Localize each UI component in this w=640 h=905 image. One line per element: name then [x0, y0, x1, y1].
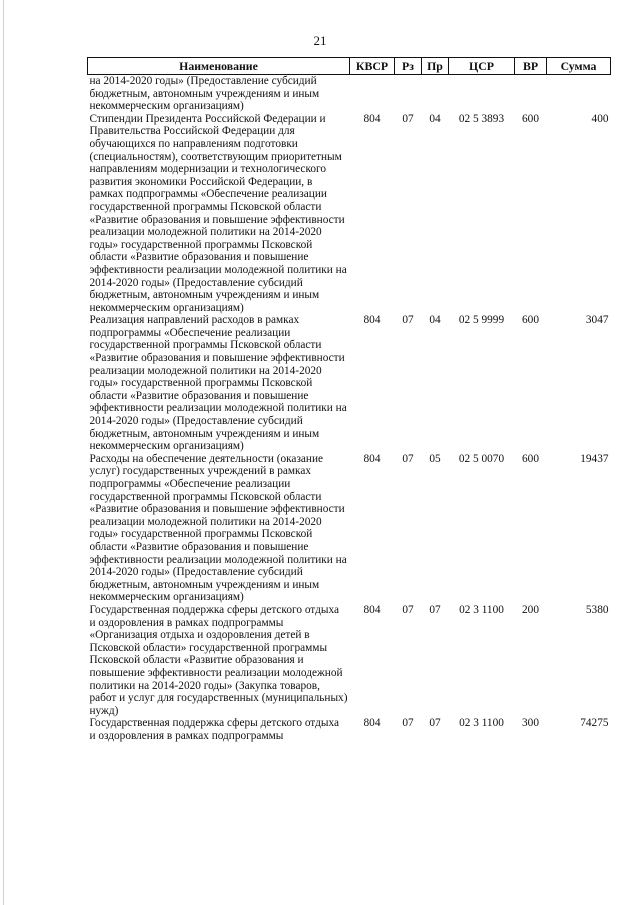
row-kvsr: 804	[363, 452, 381, 465]
row-pr: 07	[429, 603, 441, 616]
header-csr: ЦСР	[449, 58, 515, 75]
row-vr: 300	[522, 717, 539, 730]
row-csr: 02 3 1100	[459, 717, 504, 730]
table-header	[88, 58, 611, 75]
table-row	[88, 717, 611, 742]
header-sum: Сумма	[547, 58, 611, 75]
row-name: Реализация направлений расходов в рамках подпрограммы «Обеспечение реализации государственной программы Псковской области «Развитие образования и повышение эффективности реализации молодежной политики на 2014-2020 годы» государственной программы Псковской области «Развитие образования и повышение эффективности реализации молодежной политики на 2014-2020 годы» (Предоставление субсидий бюджетным, автономным учреждениям и иным некоммерческим организациям)	[89, 314, 347, 453]
row-rz	[395, 75, 422, 113]
row-sum: 19437	[580, 452, 609, 465]
row-pr: 07	[429, 717, 441, 730]
row-name: Расходы на обеспечение деятельности (оказание услуг) государственных учреждений в рамках подпрограммы «Обеспечение реализации государственной программы Псковской области «Развитие образования и повышение эффективности реализации молодежной политики на 2014-2020 годы» государственной программы Псковской области «Развитие образования и повышение эффективности реализации молодежной политики на 2014-2020 годы» (Предоставление субсидий бюджетным, автономным учреждениям и иным некоммерческим организациям)	[89, 452, 347, 604]
row-pr: 04	[429, 314, 441, 327]
row-kvsr: 804	[363, 717, 381, 730]
row-name: Стипендии Президента Российской Федерации и Правительства Российской Федерации для обучающихся по направлениям подготовки (специальностям), соответствующим приоритетным направлениям модернизации и технологического развития экономики Российской Федерации, в рамках подпрограммы «Обеспечение реализации государственной программы Псковской области «Развитие образования и повышение эффективности реализации молодежной политики на 2014-2020 годы» государственной программы Псковской области «Развитие образования и повышение эффективности реализации молодежной политики на 2014-2020 годы» (Предоставление субсидий бюджетным, автономным учреждениям и иным некоммерческим организациям)	[89, 112, 347, 314]
row-csr: 02 5 9999	[458, 314, 505, 327]
row-vr: 600	[522, 314, 539, 327]
row-vr	[515, 75, 547, 113]
table-row	[88, 75, 611, 113]
row-rz: 07	[402, 112, 414, 125]
table-row	[88, 314, 611, 453]
row-sum: 400	[591, 112, 609, 125]
row-sum: 3047	[585, 314, 609, 327]
row-kvsr: 804	[363, 603, 381, 616]
row-pr: 04	[429, 112, 441, 125]
row-csr: 02 3 1100	[459, 603, 504, 616]
row-rz: 07	[402, 603, 414, 616]
table-row	[88, 604, 611, 717]
row-rz: 07	[402, 717, 414, 730]
page-number: 21	[313, 33, 327, 48]
table-row	[88, 113, 611, 315]
row-csr: 02 5 0070	[458, 452, 505, 465]
row-kvsr	[350, 75, 395, 113]
row-pr	[422, 75, 449, 113]
budget-table	[87, 57, 611, 742]
row-pr: 05	[429, 452, 441, 465]
row-vr: 600	[522, 452, 539, 465]
row-csr: 02 5 3893	[458, 112, 505, 125]
row-csr	[449, 75, 515, 113]
row-kvsr: 804	[363, 314, 381, 327]
header-vr: ВР	[515, 58, 547, 75]
header-name: Наименование	[88, 58, 350, 75]
row-sum	[547, 75, 611, 113]
row-name: Государственная поддержка сферы детского отдыха и оздоровления в рамках подпрограммы «Организация отдыха и оздоровления детей в Псковской области» государственной программы Псковской области «Развитие образования и повышение эффективности реализации молодежной политики на 2014-2020 годы» (Закупка товаров, работ и услуг для государственных (муниципальных) нужд)	[89, 603, 348, 717]
row-sum: 5380	[585, 603, 609, 616]
header-pr: Пр	[422, 58, 449, 75]
row-name: на 2014-2020 годы» (Предоставление субсидий бюджетным, автономным учреждениям и иным некоммерческим организациям)	[89, 75, 320, 113]
row-name: Государственная поддержка сферы детского отдыха и оздоровления в рамках подпрограммы	[89, 717, 339, 742]
row-kvsr: 804	[363, 112, 381, 125]
header-rz: Рз	[395, 58, 422, 75]
header-kvsr: КВСР	[350, 58, 395, 75]
row-vr: 600	[522, 112, 539, 125]
scan-edge-line	[3, 0, 4, 905]
row-rz: 07	[402, 314, 414, 327]
table-row	[88, 453, 611, 604]
row-rz: 07	[402, 452, 414, 465]
row-vr: 200	[522, 603, 539, 616]
row-sum: 74275	[580, 717, 609, 730]
